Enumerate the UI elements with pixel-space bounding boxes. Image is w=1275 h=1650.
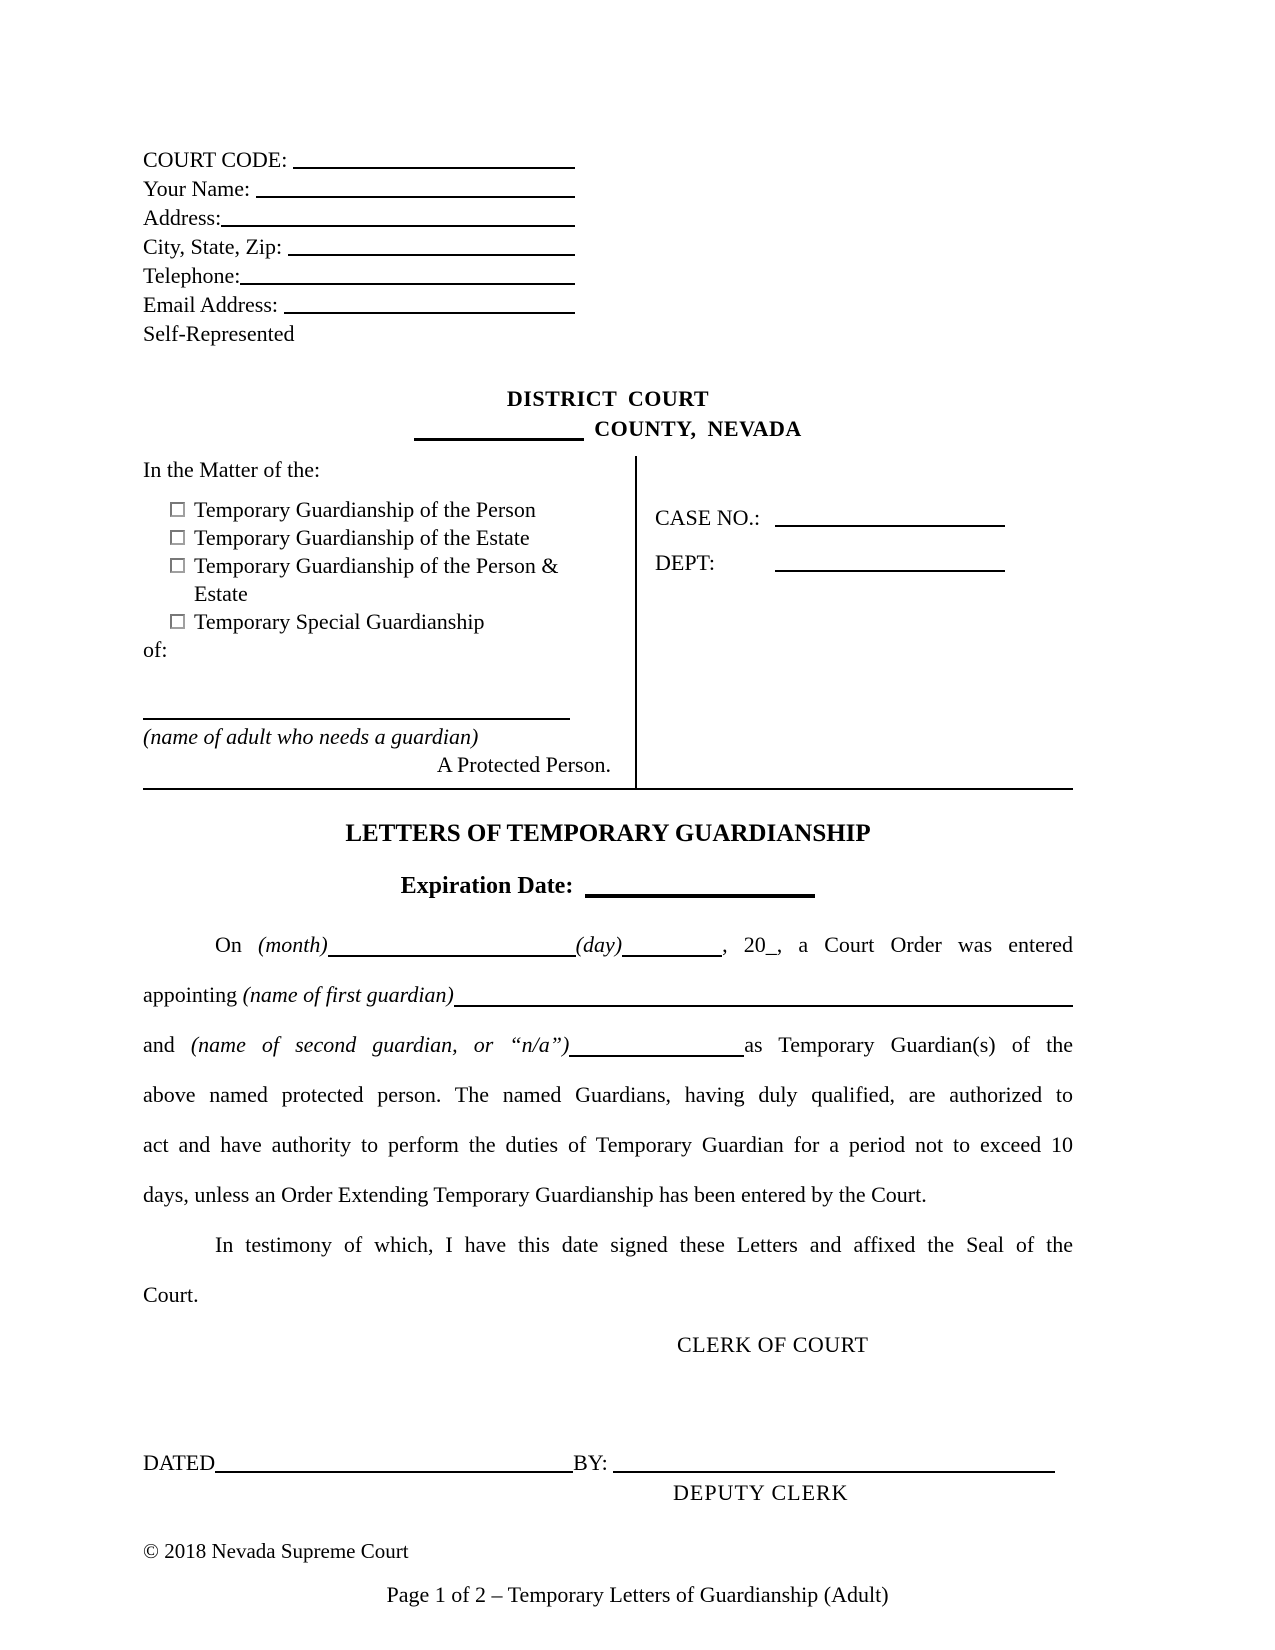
month-blank-line[interactable] bbox=[328, 955, 576, 957]
expiration-date-row bbox=[143, 866, 1073, 906]
body-line-6: days, unless an Order Extending Temporary Guardianship has been entered by the Court. bbox=[143, 1182, 927, 1207]
your-name-row bbox=[143, 174, 575, 203]
checkbox-icon[interactable] bbox=[170, 614, 185, 629]
day-blank-line[interactable] bbox=[622, 955, 722, 957]
checkbox-icon[interactable] bbox=[170, 558, 185, 573]
guardianship-type-options bbox=[170, 496, 611, 636]
expiration-date-blank-line[interactable] bbox=[585, 894, 815, 898]
caption-left-column bbox=[143, 456, 637, 788]
body-text-on: On bbox=[215, 932, 259, 957]
body-text-order-entered: , 20_, a Court Order was entered bbox=[722, 932, 1073, 957]
city-state-zip-blank-line[interactable] bbox=[288, 232, 575, 256]
case-no-row bbox=[655, 504, 1073, 532]
body-text-and: and bbox=[143, 1032, 191, 1057]
name-hint-label: (name of adult who needs a guardian) bbox=[143, 724, 479, 749]
body-line-3 bbox=[143, 1020, 1073, 1070]
second-guardian-blank-line[interactable] bbox=[569, 1055, 744, 1057]
dated-label: DATED bbox=[143, 1450, 216, 1475]
court-code-label: COURT CODE: bbox=[143, 147, 293, 172]
checkbox-icon[interactable] bbox=[170, 502, 185, 517]
option-estate-label: Temporary Guardianship of the Estate bbox=[194, 525, 530, 550]
county-nevada-label: COUNTY, NEVADA bbox=[594, 416, 802, 441]
email-blank-line[interactable] bbox=[284, 290, 575, 314]
body-line-4: above named protected person. The named Guardians, having duly qualified, are authorized to bbox=[143, 1082, 1073, 1107]
protected-person-label: A Protected Person. bbox=[436, 752, 611, 777]
your-name-label: Your Name: bbox=[143, 176, 256, 201]
court-heading bbox=[143, 384, 1073, 444]
checkbox-icon[interactable] bbox=[170, 530, 185, 545]
option-special[interactable] bbox=[170, 608, 611, 636]
body-text-appointing: appointing bbox=[143, 982, 243, 1007]
expiration-date-label: Expiration Date: bbox=[400, 873, 574, 899]
body-text bbox=[143, 920, 1073, 1370]
court-code-blank-line[interactable] bbox=[293, 145, 575, 169]
address-blank-line[interactable] bbox=[221, 203, 575, 227]
body-line-5: act and have authority to perform the duties of Temporary Guardian for a period not to exceed 10 bbox=[143, 1132, 1073, 1157]
body-text-testimony: In testimony of which, I have this date signed these Letters and affixed the Seal of the bbox=[215, 1232, 1073, 1257]
first-guardian-blank-line[interactable] bbox=[454, 970, 1073, 1007]
option-estate[interactable] bbox=[170, 524, 611, 552]
city-state-zip-label: City, State, Zip: bbox=[143, 234, 288, 259]
option-person-and-estate-label: Temporary Guardianship of the Person & Estate bbox=[194, 553, 559, 606]
copyright-notice: © 2018 Nevada Supreme Court bbox=[143, 1539, 409, 1563]
email-row bbox=[143, 290, 575, 319]
self-represented-label: Self-Represented bbox=[143, 321, 295, 346]
first-guardian-hint-label: (name of first guardian) bbox=[242, 982, 454, 1007]
address-label: Address: bbox=[143, 205, 222, 230]
body-line-2 bbox=[143, 970, 1073, 1020]
in-the-matter-label: In the Matter of the: bbox=[143, 457, 321, 482]
month-hint-label: (month) bbox=[258, 932, 328, 957]
case-no-blank-line[interactable] bbox=[775, 504, 1005, 527]
telephone-label: Telephone: bbox=[143, 263, 241, 288]
caption-right-column bbox=[637, 456, 1073, 788]
document-title: LETTERS OF TEMPORARY GUARDIANSHIP bbox=[345, 820, 871, 847]
option-special-label: Temporary Special Guardianship bbox=[194, 609, 485, 634]
by-label: BY: bbox=[573, 1450, 614, 1475]
option-person-label: Temporary Guardianship of the Person bbox=[194, 497, 536, 522]
body-line-7 bbox=[143, 1220, 1073, 1270]
address-row bbox=[143, 203, 575, 232]
by-signature-blank-line[interactable] bbox=[613, 1448, 1055, 1473]
your-name-blank-line[interactable] bbox=[256, 174, 575, 198]
telephone-blank-line[interactable] bbox=[240, 261, 575, 285]
protected-person-name-blank-line[interactable] bbox=[143, 718, 570, 720]
body-line-8: Court. bbox=[143, 1282, 199, 1307]
second-guardian-hint-label: (name of second guardian, or “n/a”) bbox=[190, 1032, 570, 1057]
body-text-as-guardians: as Temporary Guardian(s) of the bbox=[744, 1032, 1074, 1057]
clerk-of-court-label: CLERK OF COURT bbox=[677, 1332, 869, 1357]
court-code-row bbox=[143, 145, 575, 174]
page-number-footer: Page 1 of 2 – Temporary Letters of Guardianship (Adult) bbox=[386, 1582, 889, 1607]
option-person[interactable] bbox=[170, 496, 611, 524]
option-person-and-estate[interactable] bbox=[170, 552, 611, 608]
day-hint-label: (day) bbox=[575, 932, 623, 957]
body-line-1 bbox=[143, 920, 1073, 970]
filer-info-block bbox=[143, 145, 575, 348]
case-no-label: CASE NO.: bbox=[655, 505, 761, 530]
caption-spacer bbox=[143, 664, 611, 718]
city-state-zip-row bbox=[143, 232, 575, 261]
deputy-clerk-label: DEPUTY CLERK bbox=[673, 1480, 849, 1505]
telephone-row bbox=[143, 261, 575, 290]
district-court-title: DISTRICT COURT bbox=[506, 386, 710, 411]
dept-row bbox=[655, 549, 1073, 577]
dated-blank-line[interactable] bbox=[215, 1448, 573, 1473]
case-caption bbox=[143, 456, 1073, 790]
email-label: Email Address: bbox=[143, 292, 284, 317]
county-blank-line[interactable] bbox=[414, 438, 584, 441]
dated-by-row bbox=[143, 1448, 1073, 1478]
dept-label: DEPT: bbox=[655, 550, 716, 575]
county-line bbox=[143, 414, 1073, 444]
of-label: of: bbox=[143, 637, 168, 662]
dept-blank-line[interactable] bbox=[775, 549, 1005, 572]
